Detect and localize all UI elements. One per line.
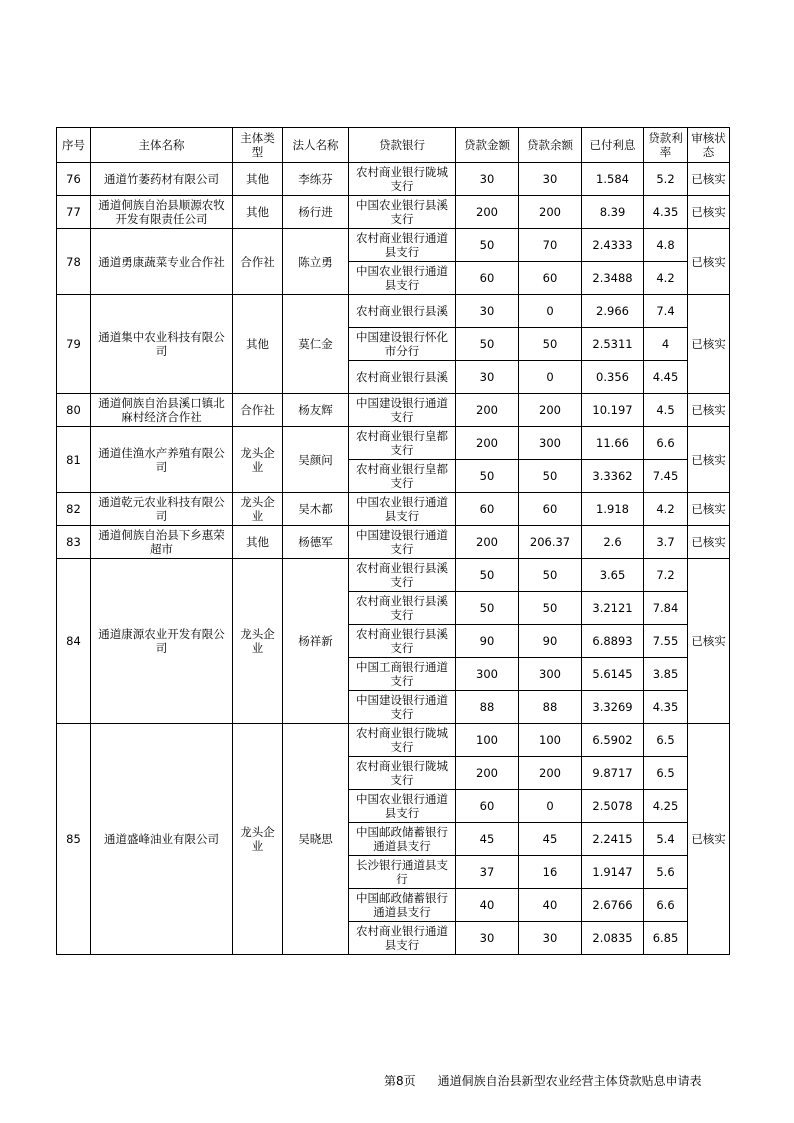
entity-name: 通道竹萎药材有限公司 (91, 163, 233, 196)
loan-amount: 200 (456, 526, 519, 559)
interest-paid: 3.2121 (582, 592, 644, 625)
entity-name: 通道集中农业科技有限公司 (91, 295, 233, 394)
review-status: 已核实 (688, 229, 730, 295)
loan-bank: 中国农业银行县溪支行 (349, 196, 456, 229)
loan-amount: 90 (456, 625, 519, 658)
interest-paid: 9.8717 (582, 757, 644, 790)
loan-balance: 16 (519, 856, 582, 889)
loan-balance: 70 (519, 229, 582, 262)
review-status: 已核实 (688, 493, 730, 526)
loan-balance: 30 (519, 922, 582, 955)
review-status: 已核实 (688, 526, 730, 559)
loan-bank: 长沙银行通道县支行 (349, 856, 456, 889)
legal-person: 陈立勇 (283, 229, 349, 295)
loan-bank: 农村商业银行县溪支行 (349, 592, 456, 625)
loan-rate: 7.2 (644, 559, 688, 592)
table-row (57, 196, 730, 229)
loan-rate: 7.84 (644, 592, 688, 625)
entity-name: 通道侗族自治县溪口镇北麻村经济合作社 (91, 394, 233, 427)
table-row (57, 724, 730, 757)
loan-rate: 7.55 (644, 625, 688, 658)
page-number: 第8页 (384, 1074, 416, 1088)
row-index: 84 (57, 559, 91, 724)
review-status: 已核实 (688, 163, 730, 196)
entity-type: 合作社 (233, 229, 283, 295)
loan-rate: 7.4 (644, 295, 688, 328)
entity-type: 其他 (233, 295, 283, 394)
interest-paid: 6.8893 (582, 625, 644, 658)
table-header-row (57, 128, 730, 163)
entity-name: 通道佳渔水产养殖有限公司 (91, 427, 233, 493)
loan-rate: 4.8 (644, 229, 688, 262)
loan-amount: 200 (456, 196, 519, 229)
loan-amount: 200 (456, 757, 519, 790)
loan-bank: 中国建设银行通道支行 (349, 691, 456, 724)
loan-rate: 4.25 (644, 790, 688, 823)
legal-person: 吴木都 (283, 493, 349, 526)
entity-name: 通道盛峰油业有限公司 (91, 724, 233, 955)
loan-amount: 30 (456, 361, 519, 394)
legal-person: 吴颜问 (283, 427, 349, 493)
interest-paid: 2.966 (582, 295, 644, 328)
interest-paid: 1.9147 (582, 856, 644, 889)
interest-paid: 0.356 (582, 361, 644, 394)
loan-balance: 45 (519, 823, 582, 856)
table-row (57, 229, 730, 262)
loan-rate: 6.6 (644, 427, 688, 460)
loan-rate: 3.7 (644, 526, 688, 559)
table-row (57, 295, 730, 328)
row-index: 76 (57, 163, 91, 196)
loan-balance: 50 (519, 559, 582, 592)
entity-type: 龙头企业 (233, 493, 283, 526)
loan-amount: 60 (456, 262, 519, 295)
interest-paid: 2.5311 (582, 328, 644, 361)
loan-balance: 300 (519, 427, 582, 460)
loan-bank: 中国农业银行通道县支行 (349, 790, 456, 823)
loan-rate: 3.85 (644, 658, 688, 691)
loan-bank: 农村商业银行县溪支行 (349, 625, 456, 658)
loan-bank: 农村商业银行县溪 (349, 361, 456, 394)
loan-rate: 4.35 (644, 691, 688, 724)
loan-balance: 88 (519, 691, 582, 724)
loan-bank: 农村商业银行县溪支行 (349, 559, 456, 592)
loan-bank: 中国建设银行怀化市分行 (349, 328, 456, 361)
loan-amount: 40 (456, 889, 519, 922)
interest-paid: 2.6 (582, 526, 644, 559)
table-body (57, 163, 730, 955)
entity-type: 合作社 (233, 394, 283, 427)
interest-paid: 2.0835 (582, 922, 644, 955)
loan-bank: 农村商业银行陇城支行 (349, 757, 456, 790)
loan-rate: 4.5 (644, 394, 688, 427)
loan-bank: 中国农业银行通道县支行 (349, 262, 456, 295)
header-loan-rate: 贷款利率 (644, 128, 688, 163)
interest-paid: 3.3362 (582, 460, 644, 493)
loan-bank: 农村商业银行县溪 (349, 295, 456, 328)
loan-bank: 农村商业银行皇都支行 (349, 460, 456, 493)
loan-amount: 50 (456, 559, 519, 592)
header-loan-bank: 贷款银行 (349, 128, 456, 163)
header-interest-paid: 已付利息 (582, 128, 644, 163)
interest-paid: 3.3269 (582, 691, 644, 724)
loan-balance: 90 (519, 625, 582, 658)
interest-paid: 1.918 (582, 493, 644, 526)
loan-rate: 6.6 (644, 889, 688, 922)
loan-balance: 40 (519, 889, 582, 922)
header-loan-balance: 贷款余额 (519, 128, 582, 163)
row-index: 83 (57, 526, 91, 559)
loan-bank: 中国建设银行通道支行 (349, 526, 456, 559)
table-row (57, 427, 730, 460)
table-row (57, 394, 730, 427)
loan-subsidy-table (56, 127, 730, 955)
legal-person: 杨行进 (283, 196, 349, 229)
entity-type: 龙头企业 (233, 724, 283, 955)
header-loan-amount: 贷款金额 (456, 128, 519, 163)
loan-bank: 中国工商银行通道支行 (349, 658, 456, 691)
loan-amount: 45 (456, 823, 519, 856)
loan-balance: 206.37 (519, 526, 582, 559)
loan-balance: 0 (519, 361, 582, 394)
loan-amount: 37 (456, 856, 519, 889)
interest-paid: 10.197 (582, 394, 644, 427)
loan-balance: 200 (519, 757, 582, 790)
loan-rate: 4.45 (644, 361, 688, 394)
row-index: 81 (57, 427, 91, 493)
loan-amount: 50 (456, 592, 519, 625)
entity-type: 其他 (233, 163, 283, 196)
entity-name: 通道勇康蔬菜专业合作社 (91, 229, 233, 295)
loan-rate: 4.35 (644, 196, 688, 229)
loan-balance: 30 (519, 163, 582, 196)
legal-person: 吴晓思 (283, 724, 349, 955)
interest-paid: 11.66 (582, 427, 644, 460)
loan-amount: 30 (456, 163, 519, 196)
loan-balance: 50 (519, 592, 582, 625)
loan-bank: 农村商业银行通道县支行 (349, 229, 456, 262)
loan-amount: 200 (456, 394, 519, 427)
table-row (57, 526, 730, 559)
loan-bank: 农村商业银行陇城支行 (349, 163, 456, 196)
loan-rate: 4.2 (644, 262, 688, 295)
loan-balance: 50 (519, 460, 582, 493)
loan-balance: 0 (519, 295, 582, 328)
review-status: 已核实 (688, 394, 730, 427)
loan-rate: 5.6 (644, 856, 688, 889)
review-status: 已核实 (688, 196, 730, 229)
header-legal-person: 法人名称 (283, 128, 349, 163)
header-review-status: 审核状态 (688, 128, 730, 163)
loan-amount: 100 (456, 724, 519, 757)
interest-paid: 2.4333 (582, 229, 644, 262)
loan-balance: 200 (519, 196, 582, 229)
loan-rate: 5.4 (644, 823, 688, 856)
entity-type: 其他 (233, 196, 283, 229)
loan-balance: 60 (519, 493, 582, 526)
interest-paid: 2.6766 (582, 889, 644, 922)
loan-rate: 4 (644, 328, 688, 361)
loan-amount: 50 (456, 229, 519, 262)
entity-name: 通道侗族自治县顺源农牧开发有限责任公司 (91, 196, 233, 229)
table-row (57, 493, 730, 526)
header-index: 序号 (57, 128, 91, 163)
table-row (57, 163, 730, 196)
review-status: 已核实 (688, 295, 730, 394)
loan-amount: 300 (456, 658, 519, 691)
table-row (57, 559, 730, 592)
loan-balance: 0 (519, 790, 582, 823)
loan-balance: 60 (519, 262, 582, 295)
legal-person: 莫仁金 (283, 295, 349, 394)
loan-balance: 300 (519, 658, 582, 691)
row-index: 82 (57, 493, 91, 526)
interest-paid: 1.584 (582, 163, 644, 196)
loan-amount: 60 (456, 493, 519, 526)
entity-name: 通道乾元农业科技有限公司 (91, 493, 233, 526)
interest-paid: 8.39 (582, 196, 644, 229)
loan-amount: 50 (456, 328, 519, 361)
loan-amount: 30 (456, 922, 519, 955)
loan-rate: 6.85 (644, 922, 688, 955)
document-title: 通道侗族自治县新型农业经营主体贷款贴息申请表 (437, 1074, 702, 1088)
row-index: 78 (57, 229, 91, 295)
page-footer (384, 1072, 724, 1089)
loan-bank: 中国建设银行通道支行 (349, 394, 456, 427)
interest-paid: 2.3488 (582, 262, 644, 295)
loan-rate: 6.5 (644, 757, 688, 790)
entity-name: 通道侗族自治县下乡惠荣超市 (91, 526, 233, 559)
interest-paid: 3.65 (582, 559, 644, 592)
interest-paid: 5.6145 (582, 658, 644, 691)
legal-person: 杨德军 (283, 526, 349, 559)
loan-rate: 5.2 (644, 163, 688, 196)
row-index: 80 (57, 394, 91, 427)
row-index: 85 (57, 724, 91, 955)
entity-type: 其他 (233, 526, 283, 559)
loan-rate: 7.45 (644, 460, 688, 493)
loan-amount: 50 (456, 460, 519, 493)
review-status: 已核实 (688, 724, 730, 955)
entity-type: 龙头企业 (233, 427, 283, 493)
legal-person: 李练芬 (283, 163, 349, 196)
legal-person: 杨祥新 (283, 559, 349, 724)
loan-bank: 农村商业银行通道县支行 (349, 922, 456, 955)
legal-person: 杨友辉 (283, 394, 349, 427)
entity-name: 通道康源农业开发有限公司 (91, 559, 233, 724)
loan-bank: 中国邮政储蓄银行通道县支行 (349, 889, 456, 922)
entity-type: 龙头企业 (233, 559, 283, 724)
loan-rate: 4.2 (644, 493, 688, 526)
loan-rate: 6.5 (644, 724, 688, 757)
loan-amount: 88 (456, 691, 519, 724)
interest-paid: 6.5902 (582, 724, 644, 757)
loan-balance: 200 (519, 394, 582, 427)
loan-bank: 中国农业银行通道县支行 (349, 493, 456, 526)
header-entity-type: 主体类型 (233, 128, 283, 163)
loan-bank: 中国邮政储蓄银行通道县支行 (349, 823, 456, 856)
interest-paid: 2.5078 (582, 790, 644, 823)
loan-bank: 农村商业银行陇城支行 (349, 724, 456, 757)
loan-amount: 200 (456, 427, 519, 460)
loan-balance: 50 (519, 328, 582, 361)
loan-amount: 60 (456, 790, 519, 823)
row-index: 77 (57, 196, 91, 229)
review-status: 已核实 (688, 427, 730, 493)
row-index: 79 (57, 295, 91, 394)
review-status: 已核实 (688, 559, 730, 724)
loan-amount: 30 (456, 295, 519, 328)
loan-bank: 农村商业银行皇都支行 (349, 427, 456, 460)
interest-paid: 2.2415 (582, 823, 644, 856)
loan-balance: 100 (519, 724, 582, 757)
header-entity-name: 主体名称 (91, 128, 233, 163)
